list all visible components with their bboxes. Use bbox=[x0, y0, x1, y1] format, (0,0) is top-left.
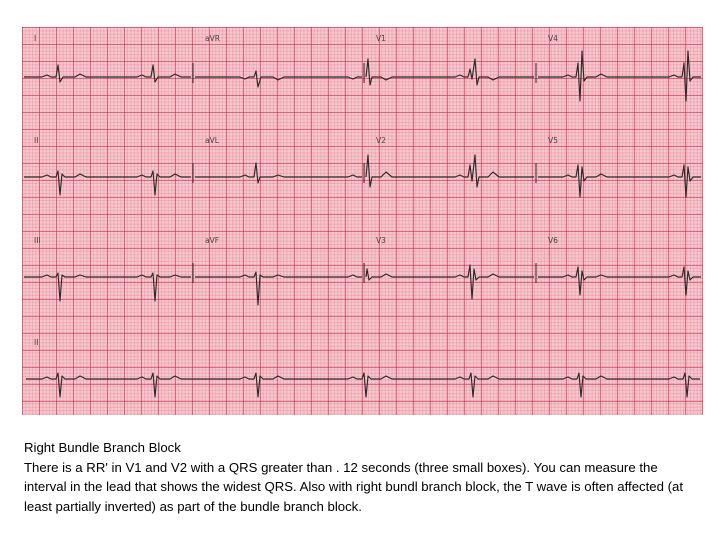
lead-label-V1: V1 bbox=[376, 34, 386, 43]
ecg-trace-v6 bbox=[538, 267, 701, 295]
lead-label-aVR: aVR bbox=[205, 34, 220, 43]
lead-label-II: II bbox=[34, 136, 39, 145]
ecg-trace-avf bbox=[195, 272, 362, 305]
ecg-trace-ii bbox=[24, 171, 191, 195]
lead-label-aVL: aVL bbox=[205, 136, 219, 145]
lead-label-V2: V2 bbox=[376, 136, 386, 145]
ecg-trace-i bbox=[24, 65, 191, 82]
lead-label-I: I bbox=[34, 34, 37, 43]
ecg-trace-v3 bbox=[366, 265, 534, 299]
lead-label-V6: V6 bbox=[548, 236, 558, 245]
caption-body: There is a RR' in V1 and V2 with a QRS greater than . 12 seconds (three small boxes). You can measure the interval in the lead that shows the widest QRS. Also with right bundl branch block, the T wave is often affected (at least partially inverted) as part of the bundle branch block. bbox=[24, 459, 684, 514]
caption bbox=[24, 438, 694, 516]
lead-label-V5: V5 bbox=[548, 136, 558, 145]
ecg-traces bbox=[22, 27, 703, 415]
lead-label-V4: V4 bbox=[548, 34, 558, 43]
ecg-trace-avr bbox=[195, 71, 362, 87]
ecg-trace-iii bbox=[24, 273, 191, 301]
ecg-trace-avl bbox=[195, 163, 362, 183]
ecg-trace-ii-rhythm bbox=[26, 373, 700, 397]
ecg-trace-v1 bbox=[366, 59, 534, 85]
ecg-trace-v4 bbox=[538, 51, 701, 101]
ecg-trace-v2 bbox=[366, 155, 534, 187]
lead-label-III: III bbox=[34, 236, 41, 245]
ecg-strip bbox=[22, 27, 703, 415]
caption-title: Right Bundle Branch Block bbox=[24, 440, 181, 455]
lead-label-II-rhythm: II bbox=[34, 338, 39, 347]
lead-label-V3: V3 bbox=[376, 236, 386, 245]
ecg-trace-v5 bbox=[538, 165, 701, 197]
lead-label-aVF: aVF bbox=[205, 236, 220, 245]
